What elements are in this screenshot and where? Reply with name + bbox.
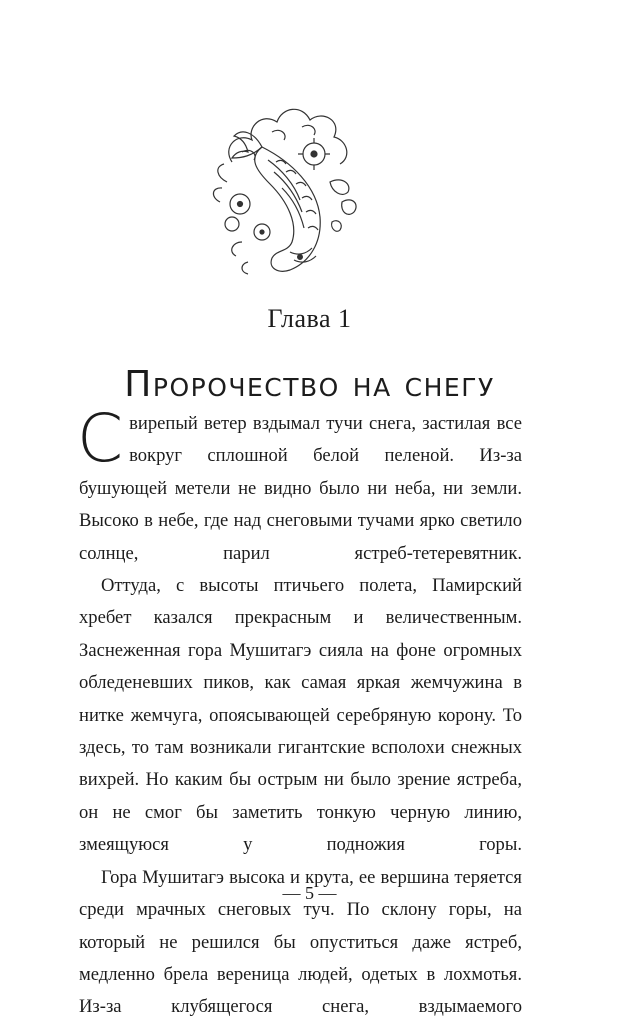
body-text xyxy=(77,400,522,1024)
page-number: — 5 — xyxy=(282,883,337,903)
chapter-label: Глава 1 xyxy=(267,304,352,333)
koi-fish-with-waves-and-blossoms-icon xyxy=(202,92,367,282)
drop-cap: С xyxy=(77,400,124,477)
chapter-title: Пророчество на снегу xyxy=(124,364,495,406)
paragraph-1-text: вирепый ветер вздымал тучи снега, застилая все вокруг сплошной белой пеленой. Из-за бушующей метели не видно было ни неба, ни земли. Высоко в небе, где над снеговыми тучами ярко светило солнце, парил ястреб-тетеревятник. xyxy=(79,413,522,564)
paragraph-3: Гора Мушитагэ высока и крута, ее вершина теряется среди мрачных снеговых туч. По склону горы, на который не решился бы опуститься даже ястреб, медленно брела вереница людей, одетых в лохмотья. Из-за клубящегося снега, вздымаемого xyxy=(79,866,522,1018)
paragraph-2: Оттуда, с высоты птичьего полета, Памирский хребет казался прекрасным и величественным. Заснеженная гора Мушитагэ сияла на фоне огромных обледеневших пиков, как самая яркая жемчужина в нитке жемчуга, опоясывающей серебряную корону. То здесь, то там возникали гигантские всполохи снежных вихрей. Но каким бы острым ни было зрение ястреба, он не смог бы заметить тонкую черную линию, змеящуюся у подножия горы. xyxy=(79,575,522,856)
paragraph-1 xyxy=(77,400,522,570)
